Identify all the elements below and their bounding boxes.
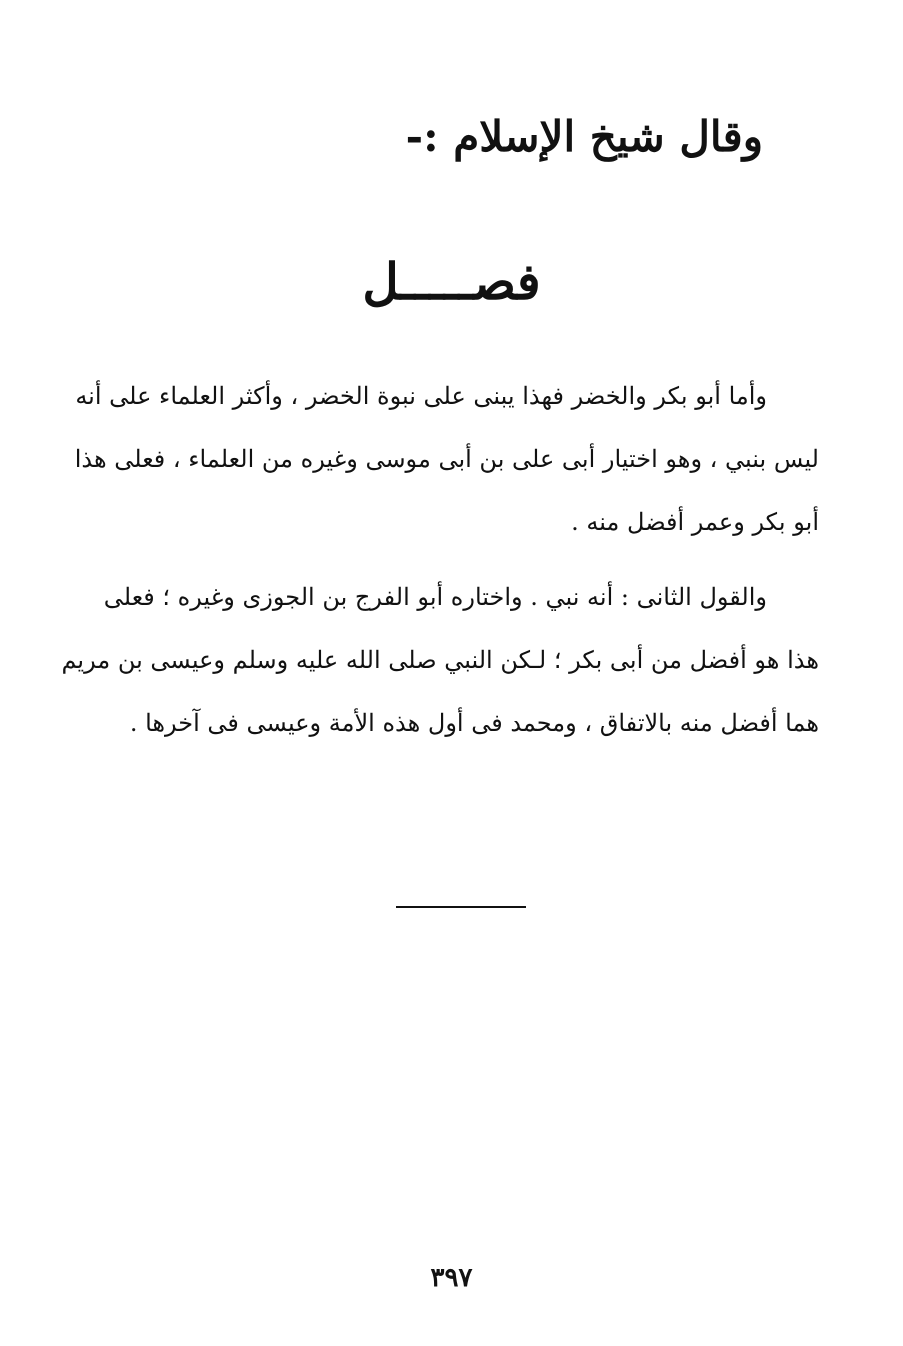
paragraph-line: وأما أبو بكر والخضر فهذا يبنى على نبوة الخضر ، وأكثر العلماء على أنه [75, 382, 767, 410]
paragraph-2 [61, 566, 819, 755]
section-divider [396, 906, 526, 908]
paragraph-line: والقول الثانى : أنه نبي . واختاره أبو الفرج بن الجوزى وغيره ؛ فعلى [103, 583, 767, 611]
page-number: ٣٩٧ [430, 1263, 473, 1293]
paragraph-1 [74, 365, 819, 554]
paragraph-line: أبو بكر وعمر أفضل منه . [571, 508, 819, 536]
paragraph-line: ليس بنبي ، وهو اختيار أبى على بن أبى موسى وغيره من العلماء ، فعلى هذا [74, 445, 819, 473]
section-title: فصـــــل [362, 252, 541, 311]
paragraph-line: هما أفضل منه بالاتفاق ، ومحمد فى أول هذه الأمة وعيسى فى آخرها . [129, 709, 819, 737]
paragraph-line: هذا هو أفضل من أبى بكر ؛ لـكن النبي صلى الله عليه وسلم وعيسى بن مريم [61, 646, 819, 674]
page-heading: وقال شيخ الإسلام :- [405, 112, 763, 161]
